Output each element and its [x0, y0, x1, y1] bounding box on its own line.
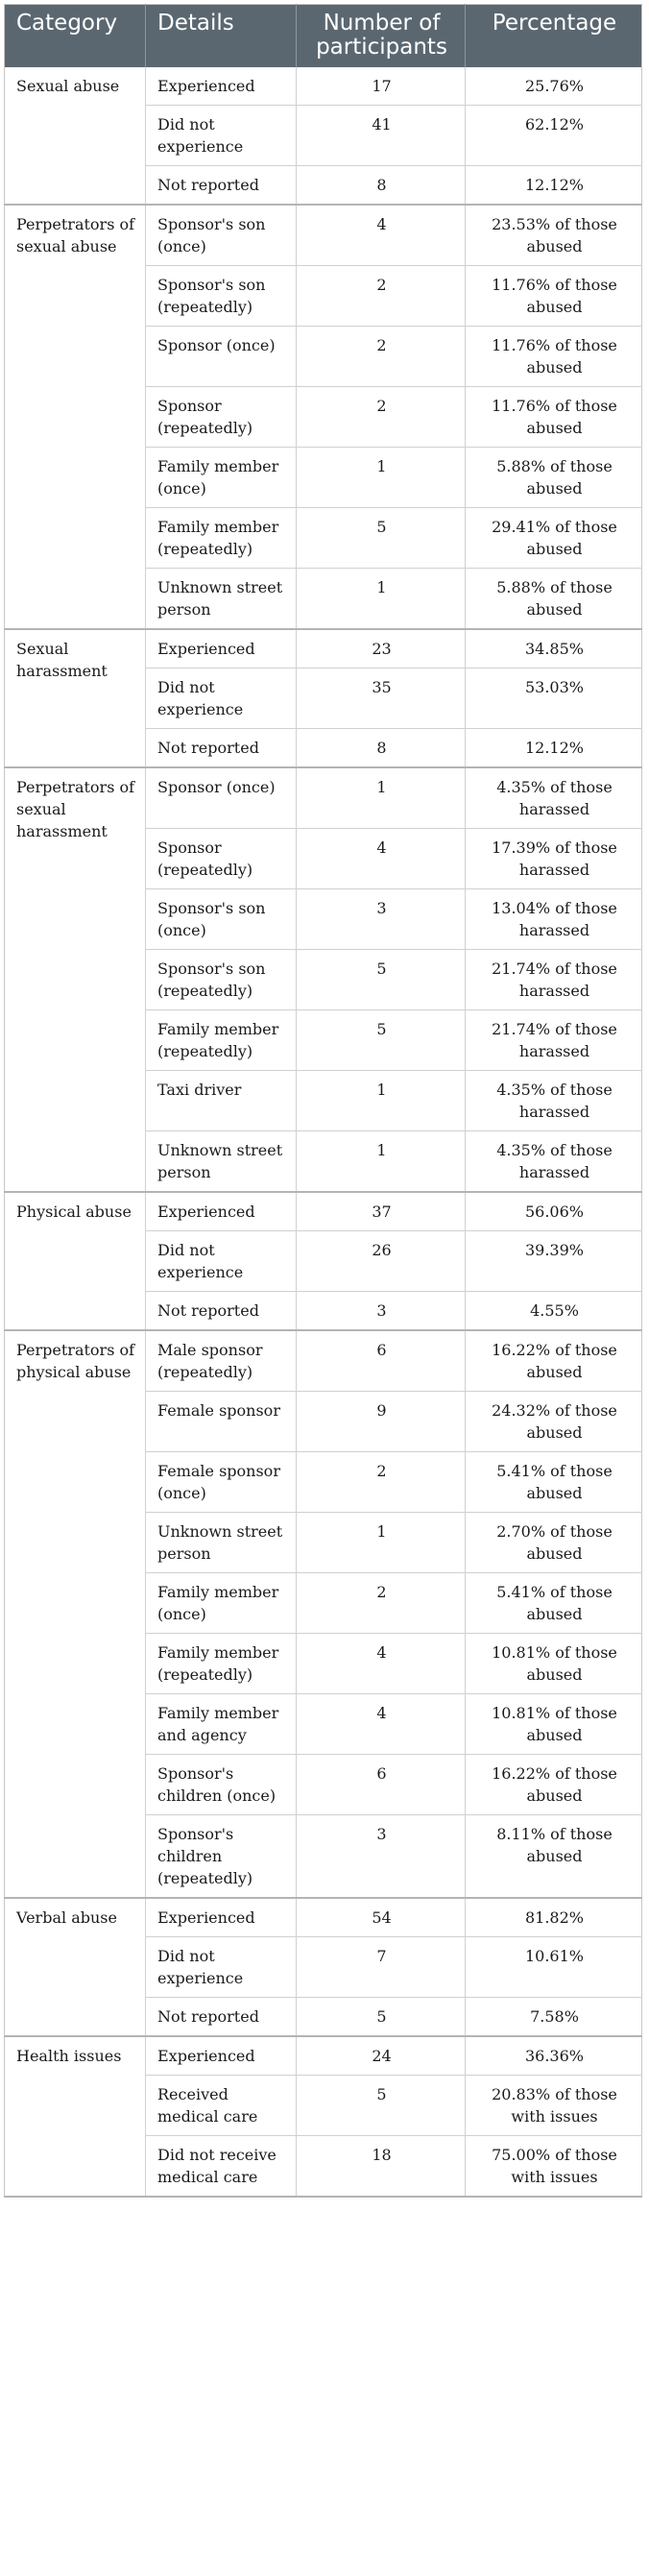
- number-cell: 3: [297, 1292, 466, 1331]
- number-cell: 41: [297, 106, 466, 166]
- details-cell: Unknown street person: [146, 1131, 297, 1193]
- number-cell: 23: [297, 629, 466, 668]
- percentage-cell: 4.55%: [466, 1292, 642, 1331]
- header-number-of-participants: Number of participants: [297, 5, 466, 68]
- percentage-cell: 2.70% of those abused: [466, 1513, 642, 1573]
- number-cell: 5: [297, 508, 466, 569]
- header-details: Details: [146, 5, 297, 68]
- percentage-cell: 4.35% of those harassed: [466, 1071, 642, 1131]
- number-cell: 8: [297, 166, 466, 206]
- details-cell: Family member (once): [146, 448, 297, 508]
- number-cell: 54: [297, 1898, 466, 1937]
- details-cell: Family member (repeatedly): [146, 1010, 297, 1071]
- percentage-cell: 11.76% of those abused: [466, 266, 642, 327]
- details-cell: Did not experience: [146, 106, 297, 166]
- percentage-cell: 24.32% of those abused: [466, 1392, 642, 1452]
- details-cell: Experienced: [146, 1192, 297, 1231]
- table-body: [5, 67, 642, 2197]
- percentage-cell: 39.39%: [466, 1231, 642, 1292]
- percentage-cell: 34.85%: [466, 629, 642, 668]
- percentage-cell: 12.12%: [466, 729, 642, 768]
- percentage-cell: 8.11% of those abused: [466, 1815, 642, 1899]
- number-cell: 5: [297, 950, 466, 1010]
- table-row: [5, 1330, 642, 1392]
- table-row: [5, 67, 642, 106]
- percentage-cell: 4.35% of those harassed: [466, 767, 642, 829]
- number-cell: 3: [297, 1815, 466, 1899]
- details-cell: Female sponsor (once): [146, 1452, 297, 1513]
- number-cell: 1: [297, 1513, 466, 1573]
- table-row: [5, 767, 642, 829]
- details-cell: Sponsor's son (once): [146, 889, 297, 950]
- details-cell: Did not experience: [146, 1937, 297, 1998]
- header-row: [5, 5, 642, 68]
- details-cell: Family member (once): [146, 1573, 297, 1634]
- number-cell: 2: [297, 1452, 466, 1513]
- percentage-cell: 25.76%: [466, 67, 642, 106]
- number-cell: 5: [297, 2076, 466, 2136]
- details-cell: Sponsor's children (once): [146, 1755, 297, 1815]
- number-cell: 6: [297, 1755, 466, 1815]
- details-cell: Female sponsor: [146, 1392, 297, 1452]
- percentage-cell: 21.74% of those harassed: [466, 950, 642, 1010]
- table-row: [5, 1898, 642, 1937]
- number-cell: 7: [297, 1937, 466, 1998]
- details-cell: Sponsor (once): [146, 767, 297, 829]
- percentage-cell: 81.82%: [466, 1898, 642, 1937]
- percentage-cell: 10.61%: [466, 1937, 642, 1998]
- percentage-cell: 10.81% of those abused: [466, 1694, 642, 1755]
- details-cell: Experienced: [146, 67, 297, 106]
- number-cell: 6: [297, 1330, 466, 1392]
- category-cell: Health issues: [5, 2036, 146, 2197]
- percentage-cell: 56.06%: [466, 1192, 642, 1231]
- number-cell: 2: [297, 266, 466, 327]
- table-row: [5, 629, 642, 668]
- category-cell: Physical abuse: [5, 1192, 146, 1330]
- number-cell: 35: [297, 668, 466, 729]
- percentage-cell: 5.41% of those abused: [466, 1452, 642, 1513]
- details-cell: Sponsor's son (once): [146, 205, 297, 266]
- details-cell: Sponsor's children (repeatedly): [146, 1815, 297, 1899]
- number-cell: 2: [297, 387, 466, 448]
- details-cell: Not reported: [146, 1292, 297, 1331]
- category-cell: Perpetrators of physical abuse: [5, 1330, 146, 1898]
- details-cell: Experienced: [146, 1898, 297, 1937]
- category-cell: Sexual harassment: [5, 629, 146, 767]
- details-cell: Not reported: [146, 166, 297, 206]
- percentage-cell: 23.53% of those abused: [466, 205, 642, 266]
- category-cell: Perpetrators of sexual abuse: [5, 205, 146, 629]
- table-header: [5, 5, 642, 68]
- number-cell: 9: [297, 1392, 466, 1452]
- number-cell: 3: [297, 889, 466, 950]
- details-cell: Sponsor's son (repeatedly): [146, 266, 297, 327]
- table-container: [4, 4, 641, 2198]
- details-cell: Family member (repeatedly): [146, 508, 297, 569]
- number-cell: 5: [297, 1010, 466, 1071]
- number-cell: 1: [297, 1131, 466, 1193]
- details-cell: Sponsor's son (repeatedly): [146, 950, 297, 1010]
- header-percentage: Percentage: [466, 5, 642, 68]
- details-cell: Experienced: [146, 629, 297, 668]
- details-cell: Sponsor (repeatedly): [146, 387, 297, 448]
- number-cell: 4: [297, 1694, 466, 1755]
- number-cell: 17: [297, 67, 466, 106]
- table-row: [5, 205, 642, 266]
- percentage-cell: 29.41% of those abused: [466, 508, 642, 569]
- number-cell: 2: [297, 327, 466, 387]
- percentage-cell: 5.41% of those abused: [466, 1573, 642, 1634]
- percentage-cell: 53.03%: [466, 668, 642, 729]
- percentage-cell: 11.76% of those abused: [466, 327, 642, 387]
- details-cell: Not reported: [146, 729, 297, 768]
- percentage-cell: 62.12%: [466, 106, 642, 166]
- details-cell: Unknown street person: [146, 1513, 297, 1573]
- table-row: [5, 2036, 642, 2076]
- percentage-cell: 36.36%: [466, 2036, 642, 2076]
- number-cell: 18: [297, 2136, 466, 2198]
- percentage-cell: 11.76% of those abused: [466, 387, 642, 448]
- number-cell: 24: [297, 2036, 466, 2076]
- details-cell: Male sponsor (repeatedly): [146, 1330, 297, 1392]
- percentage-cell: 5.88% of those abused: [466, 569, 642, 630]
- percentage-cell: 7.58%: [466, 1998, 642, 2037]
- percentage-cell: 5.88% of those abused: [466, 448, 642, 508]
- percentage-cell: 17.39% of those harassed: [466, 829, 642, 889]
- category-cell: Sexual abuse: [5, 67, 146, 205]
- details-cell: Did not experience: [146, 1231, 297, 1292]
- percentage-cell: 16.22% of those abused: [466, 1755, 642, 1815]
- details-cell: Experienced: [146, 2036, 297, 2076]
- details-cell: Did not receive medical care: [146, 2136, 297, 2198]
- details-cell: Taxi driver: [146, 1071, 297, 1131]
- number-cell: 37: [297, 1192, 466, 1231]
- number-cell: 5: [297, 1998, 466, 2037]
- details-cell: Did not experience: [146, 668, 297, 729]
- number-cell: 1: [297, 1071, 466, 1131]
- percentage-cell: 16.22% of those abused: [466, 1330, 642, 1392]
- number-cell: 8: [297, 729, 466, 768]
- details-cell: Not reported: [146, 1998, 297, 2037]
- abuse-statistics-table: [4, 4, 642, 2198]
- details-cell: Family member (repeatedly): [146, 1634, 297, 1694]
- number-cell: 26: [297, 1231, 466, 1292]
- details-cell: Unknown street person: [146, 569, 297, 630]
- percentage-cell: 21.74% of those harassed: [466, 1010, 642, 1071]
- percentage-cell: 4.35% of those harassed: [466, 1131, 642, 1193]
- percentage-cell: 10.81% of those abused: [466, 1634, 642, 1694]
- details-cell: Sponsor (repeatedly): [146, 829, 297, 889]
- number-cell: 1: [297, 569, 466, 630]
- category-cell: Perpetrators of sexual harassment: [5, 767, 146, 1192]
- details-cell: Sponsor (once): [146, 327, 297, 387]
- header-category: Category: [5, 5, 146, 68]
- details-cell: Received medical care: [146, 2076, 297, 2136]
- number-cell: 2: [297, 1573, 466, 1634]
- number-cell: 1: [297, 767, 466, 829]
- category-cell: Verbal abuse: [5, 1898, 146, 2036]
- percentage-cell: 75.00% of those with issues: [466, 2136, 642, 2198]
- percentage-cell: 20.83% of those with issues: [466, 2076, 642, 2136]
- number-cell: 4: [297, 205, 466, 266]
- number-cell: 4: [297, 1634, 466, 1694]
- percentage-cell: 12.12%: [466, 166, 642, 206]
- table-row: [5, 1192, 642, 1231]
- number-cell: 1: [297, 448, 466, 508]
- details-cell: Family member and agency: [146, 1694, 297, 1755]
- number-cell: 4: [297, 829, 466, 889]
- percentage-cell: 13.04% of those harassed: [466, 889, 642, 950]
